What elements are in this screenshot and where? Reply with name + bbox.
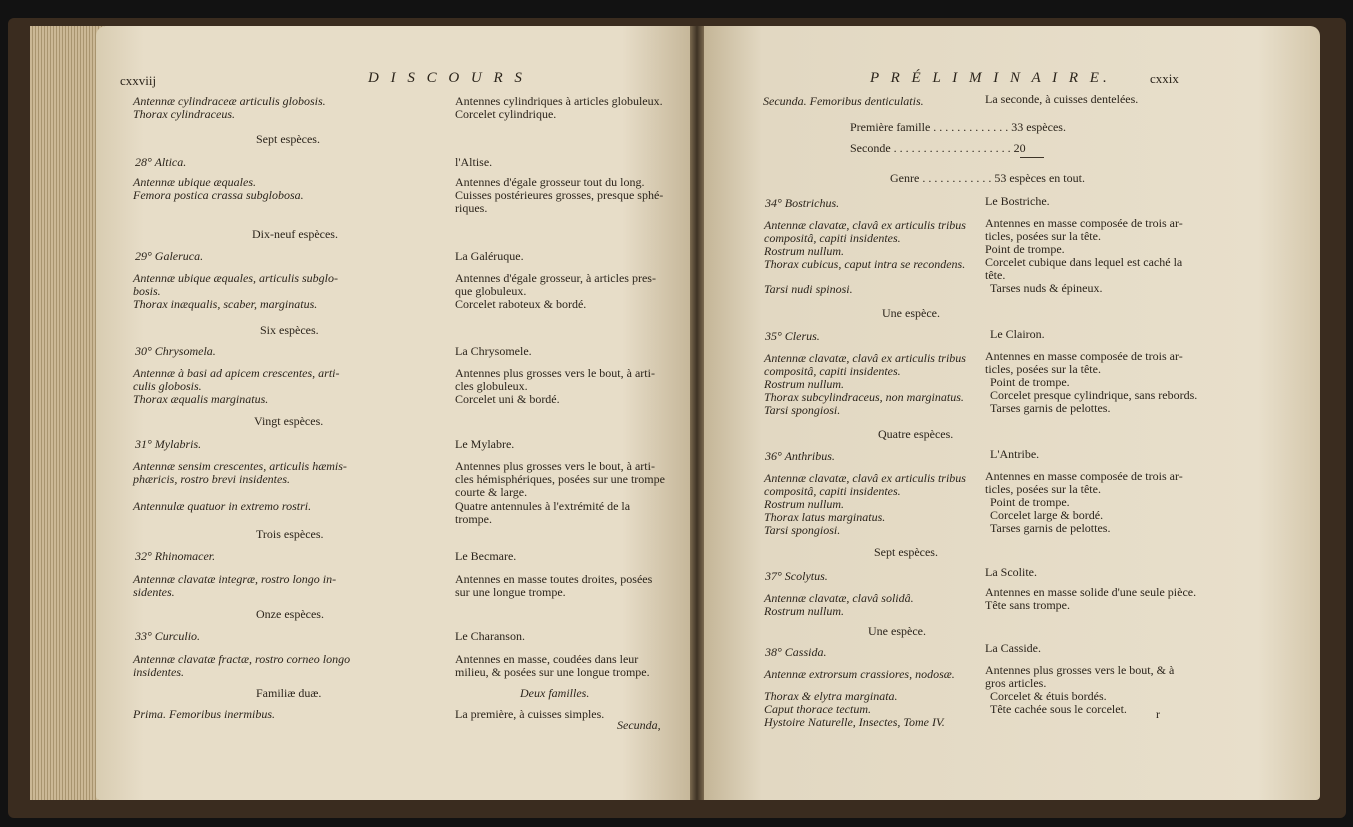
french-text: Antennes cylindriques à articles globuleux.: [455, 94, 663, 108]
latin-text: Antennæ clavatæ, clavâ ex articulis tribus: [764, 351, 966, 365]
latin-text: Antennæ ubique æquales.: [133, 175, 256, 189]
latin-text: Secunda. Femoribus denticulatis.: [763, 94, 924, 108]
french-text: Antennes en masse, coudées dans leur: [455, 652, 639, 666]
french-text: Corcelet presque cylindrique, sans rebords.: [990, 388, 1198, 402]
french-text: Antennes en masse toutes droites, posées: [455, 572, 653, 586]
species-count: Sept espèces.: [874, 545, 938, 559]
latin-text: Rostrum nullum.: [764, 377, 845, 391]
running-head-right: P R É L I M I N A I R E.: [870, 70, 1111, 86]
latin-text: Antennæ clavatæ, clavâ solidâ.: [764, 591, 914, 605]
french-text: Antennes d'égale grosseur tout du long.: [455, 175, 645, 189]
french-text: L'Antribe.: [990, 447, 1040, 461]
species-count: Quatre espèces.: [878, 427, 954, 441]
french-text: Point de trompe.: [985, 242, 1065, 256]
french-text: Quatre antennules à l'extrémité de la: [455, 499, 631, 513]
genus-heading: 29° Galeruca.: [135, 249, 204, 263]
signature-mark: r: [1156, 707, 1160, 721]
genus-heading: 37° Scolytus.: [765, 569, 828, 583]
french-text: Le Bostriche.: [985, 194, 1050, 208]
french-text: Le Charanson.: [455, 629, 525, 643]
latin-text: Antennæ clavatæ integræ, rostro longo in-: [133, 572, 337, 586]
french-text: La Scolite.: [985, 565, 1037, 579]
latin-text: Antennæ clavatæ, clavâ ex articulis tribus: [764, 218, 966, 232]
species-count: Sept espèces.: [256, 132, 320, 146]
french-text: ticles, posées sur la tête.: [985, 362, 1101, 376]
latin-text: Tarsi spongiosi.: [764, 523, 841, 537]
latin-text: Tarsi nudi spinosi.: [764, 282, 853, 296]
french-text: Antennes plus grosses vers le bout, à arti-: [455, 366, 655, 380]
french-text: Cuisses postérieures grosses, presque sphé-: [455, 188, 664, 202]
genus-heading: 28° Altica.: [135, 155, 187, 169]
french-text: Antennes plus grosses vers le bout, & à: [985, 663, 1175, 677]
french-text: Le Becmare.: [455, 549, 517, 563]
latin-text: compositâ, capiti insidentes.: [764, 231, 901, 245]
french-text: riques.: [455, 201, 488, 215]
latin-text: Thorax æqualis marginatus.: [133, 392, 269, 406]
latin-text: Antennulæ quatuor in extremo rostri.: [133, 499, 312, 513]
latin-text: Antennæ clavatæ, clavâ ex articulis tribus: [764, 471, 966, 485]
latin-text: Rostrum nullum.: [764, 497, 845, 511]
french-text: Tarses nuds & épineux.: [990, 281, 1103, 295]
french-text: que globuleux.: [455, 284, 527, 298]
latin-text: Rostrum nullum.: [764, 244, 845, 258]
page-number-left: cxxviij: [120, 73, 157, 88]
latin-text: Antennæ sensim crescentes, articulis hæmis-: [133, 459, 347, 473]
french-text: ticles, posées sur la tête.: [985, 229, 1101, 243]
latin-text: Thorax latus marginatus.: [764, 510, 886, 524]
catchword: Secunda,: [617, 718, 661, 732]
latin-text: Antennæ extrorsum crassiores, nodosæ.: [764, 667, 955, 681]
latin-text: Caput thorace tectum.: [764, 702, 871, 716]
french-text: Antennes en masse composée de trois ar-: [985, 216, 1183, 230]
french-text: Corcelet cylindrique.: [455, 107, 557, 121]
genus-heading: 35° Clerus.: [765, 329, 820, 343]
french-text: courte & large.: [455, 485, 528, 499]
french-text: Corcelet raboteux & bordé.: [455, 297, 587, 311]
latin-text: Femora postica crassa subglobosa.: [133, 188, 304, 202]
species-count: Dix-neuf espèces.: [252, 227, 338, 241]
genus-heading: 31° Mylabris.: [135, 437, 202, 451]
french-text: Le Mylabre.: [455, 437, 515, 451]
french-text: Tête cachée sous le corcelet.: [990, 702, 1127, 716]
french-text: La Casside.: [985, 641, 1041, 655]
footer-title: Hystoire Naturelle, Insectes, Tome IV.: [764, 715, 945, 729]
latin-text: Thorax subcylindraceus, non marginatus.: [764, 390, 964, 404]
genus-heading: 36° Anthribus.: [765, 449, 835, 463]
french-text: ticles, posées sur la tête.: [985, 482, 1101, 496]
family-count: Familiæ duæ.: [256, 686, 322, 700]
latin-text: Antennæ ubique æquales, articulis subglo-: [133, 271, 338, 285]
tally-line: Première famille . . . . . . . . . . . . . 33 espèces.: [850, 120, 1066, 134]
french-text: La première, à cuisses simples.: [455, 707, 605, 721]
french-text: sur une longue trompe.: [455, 585, 566, 599]
latin-text: Rostrum nullum.: [764, 604, 845, 618]
genus-heading: 32° Rhinomacer.: [135, 549, 216, 563]
species-count: Vingt espèces.: [254, 414, 324, 428]
latin-text: Antennæ à basi ad apicem crescentes, arti-: [133, 366, 340, 380]
french-text: Corcelet cubique dans lequel est caché la: [985, 255, 1183, 269]
latin-text: Thorax inæqualis, scaber, marginatus.: [133, 297, 318, 311]
french-text: Corcelet & étuis bordés.: [990, 689, 1107, 703]
book-gutter: [690, 26, 704, 800]
french-text: La Galéruque.: [455, 249, 524, 263]
latin-text: Antennæ clavatæ fractæ, rostro corneo longo: [133, 652, 351, 666]
tally-line: Seconde . . . . . . . . . . . . . . . . . . . . 20: [850, 141, 1026, 155]
french-text: Antennes d'égale grosseur, à articles pres-: [455, 271, 656, 285]
french-text: Tarses garnis de pelottes.: [990, 521, 1111, 535]
genus-heading: 30° Chrysomela.: [135, 344, 216, 358]
french-text: Tête sans trompe.: [985, 598, 1070, 612]
french-text: gros articles.: [985, 676, 1047, 690]
french-text: Antennes en masse solide d'une seule pièce.: [985, 585, 1197, 599]
latin-text: sidentes.: [133, 585, 175, 599]
species-count: Six espèces.: [260, 323, 319, 337]
latin-text: compositâ, capiti insidentes.: [764, 364, 901, 378]
french-text: l'Altise.: [455, 155, 493, 169]
french-text: cles globuleux.: [455, 379, 528, 393]
latin-text: Thorax cubicus, caput intra se recondens.: [764, 257, 966, 271]
french-text: Tarses garnis de pelottes.: [990, 401, 1111, 415]
tally-total: Genre . . . . . . . . . . . . 53 espèces en tout.: [890, 171, 1085, 185]
species-count: Une espèce.: [868, 624, 926, 638]
left-page: [96, 26, 694, 800]
genus-heading: 33° Curculio.: [135, 629, 201, 643]
french-text: Point de trompe.: [990, 495, 1070, 509]
family-count-french: Deux familles.: [520, 686, 590, 700]
latin-text: phæricis, rostro brevi insidentes.: [133, 472, 290, 486]
french-text: tête.: [985, 268, 1006, 282]
latin-text: Thorax & elytra marginata.: [764, 689, 898, 703]
french-text: Antennes plus grosses vers le bout, à arti-: [455, 459, 655, 473]
french-text: Corcelet uni & bordé.: [455, 392, 560, 406]
genus-heading: 38° Cassida.: [765, 645, 827, 659]
running-head-left: D I S C O U R S: [368, 70, 526, 86]
species-count: Trois espèces.: [256, 527, 324, 541]
latin-text: culis globosis.: [133, 379, 202, 393]
french-text: La seconde, à cuisses dentelées.: [985, 92, 1139, 106]
french-text: Antennes en masse composée de trois ar-: [985, 349, 1183, 363]
latin-text: Tarsi spongiosi.: [764, 403, 841, 417]
latin-text: Antennæ cylindraceæ articulis globosis.: [133, 94, 326, 108]
latin-text: Prima. Femoribus inermibus.: [133, 707, 275, 721]
species-count: Onze espèces.: [256, 607, 324, 621]
latin-text: Thorax cylindraceus.: [133, 107, 235, 121]
french-text: La Chrysomele.: [455, 344, 532, 358]
latin-text: compositâ, capiti insidentes.: [764, 484, 901, 498]
species-count: Une espèce.: [882, 306, 940, 320]
page-number-right: cxxix: [1150, 71, 1179, 86]
french-text: cles hémisphériques, posées sur une trompe: [455, 472, 665, 486]
french-text: milieu, & posées sur une longue trompe.: [455, 665, 650, 679]
sum-rule: [1020, 157, 1044, 158]
french-text: trompe.: [455, 512, 492, 526]
latin-text: insidentes.: [133, 665, 184, 679]
genus-heading: 34° Bostrichus.: [765, 196, 840, 210]
french-text: Corcelet large & bordé.: [990, 508, 1104, 522]
french-text: Antennes en masse composée de trois ar-: [985, 469, 1183, 483]
latin-text: bosis.: [133, 284, 161, 298]
french-text: Point de trompe.: [990, 375, 1070, 389]
french-text: Le Clairon.: [990, 327, 1045, 341]
